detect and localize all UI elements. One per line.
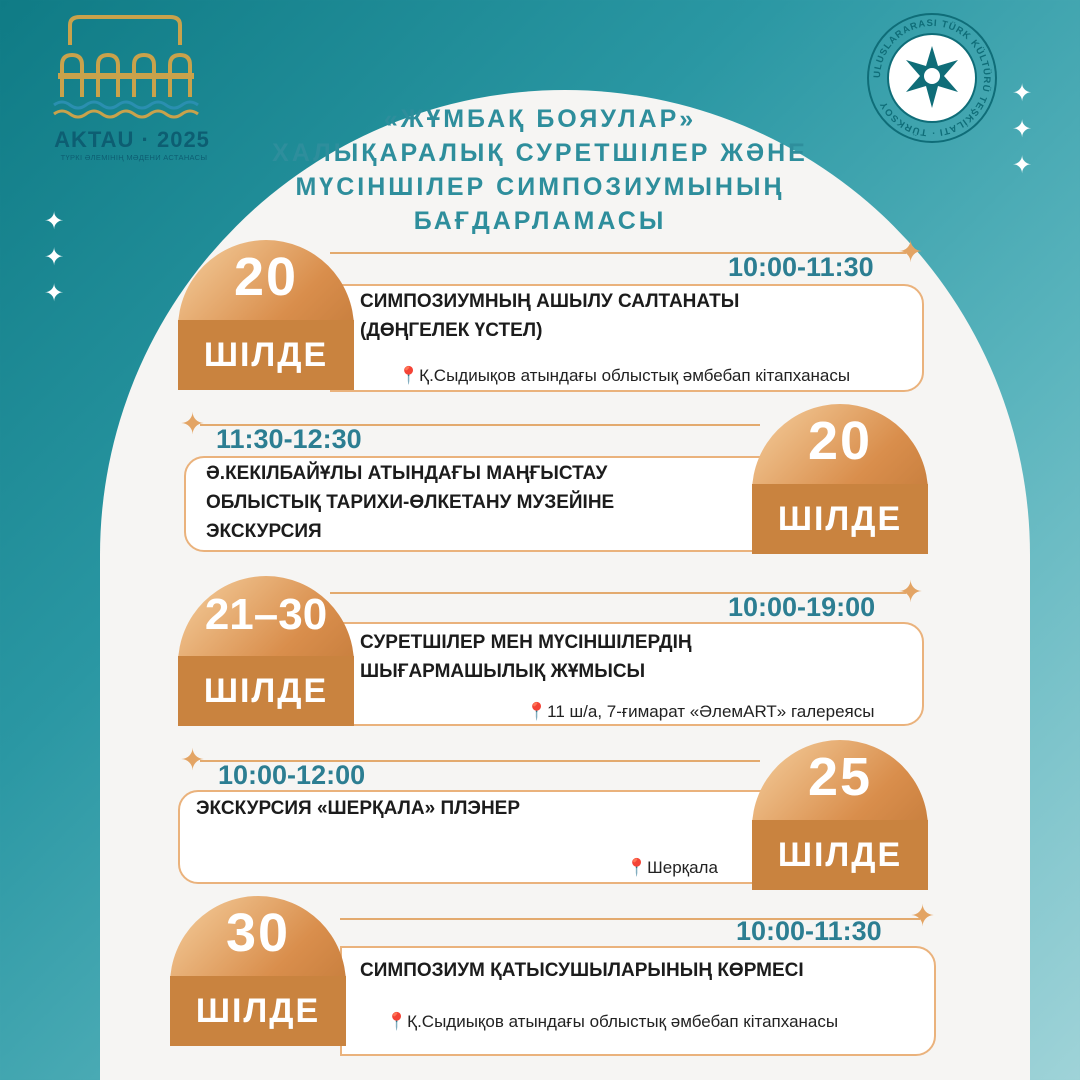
date-badge: [178, 240, 354, 390]
event-month: ШІЛДЕ: [178, 656, 354, 726]
title-line-4: БАҒДАРЛАМАСЫ: [413, 207, 667, 235]
event-day: 30: [225, 903, 291, 963]
title-line-2: ХАЛЫҚАРАЛЫҚ СУРЕТШІЛЕР ЖӘНЕ: [272, 139, 808, 167]
event-title-line: СУРЕТШІЛЕР МЕН МҮСІНШІЛЕРДІҢ: [360, 632, 692, 653]
event-title-line: ШЫҒАРМАШЫЛЫҚ ЖҰМЫСЫ: [360, 661, 646, 682]
seal-text: ULUSLARARASI TÜRK KÜLTÜRÜ TEŞKİLATI · TÜRKSOY: [871, 17, 993, 139]
title-line-1: «ЖҰМБАҚ БОЯУЛАР»: [383, 105, 697, 133]
event-venue: [386, 1012, 838, 1032]
event-time: 10:00-11:30: [736, 916, 882, 946]
event-title-line: СИМПОЗИУМ ҚАТЫСУШЫЛАРЫНЫҢ КӨРМЕСІ: [360, 960, 804, 981]
event-time: 11:30-12:30: [216, 424, 362, 454]
event-venue: [526, 702, 874, 722]
venue-text: Қ.Сыдиықов атындағы облыстық әмбебап кітапханасы: [407, 1012, 839, 1031]
event-title-line: (ДӨҢГЕЛЕК ҮСТЕЛ): [360, 320, 543, 341]
event-title-line: Ә.КЕКІЛБАЙҰЛЫ АТЫНДАҒЫ МАҢҒЫСТАУ: [206, 463, 608, 484]
date-badge: [752, 404, 928, 554]
star-icon: ✦: [898, 576, 924, 609]
date-badge: [170, 896, 346, 1046]
event-title-line: ЭКСКУРСИЯ: [206, 521, 322, 542]
sparkle-icon: ✦: [1012, 152, 1033, 179]
event-time: 10:00-19:00: [728, 592, 876, 622]
event-title-line: ЭКСКУРСИЯ «ШЕРҚАЛА» ПЛЭНЕР: [196, 798, 521, 819]
star-icon: ✦: [910, 900, 936, 933]
sparkle-icon: ✦: [1012, 80, 1033, 107]
sparkle-icon: ✦: [1012, 116, 1033, 143]
event-title: [206, 459, 614, 546]
star-icon: ✦: [180, 744, 206, 777]
event-title: [360, 287, 739, 345]
venue-text: Шерқала: [647, 858, 718, 877]
event-day: 20: [233, 247, 299, 307]
event-time: 10:00-12:00: [218, 760, 366, 790]
event-title: [196, 794, 520, 823]
event-day: 20: [807, 411, 873, 471]
venue-text: Қ.Сыдиықов атындағы облыстық әмбебап кітапханасы: [419, 366, 851, 385]
star-icon: ✦: [180, 408, 206, 441]
sparkle-icon: ✦: [44, 244, 65, 271]
location-pin-icon: 📍: [386, 1012, 408, 1031]
sparkle-icon: ✦: [44, 208, 65, 235]
program-title: [180, 102, 900, 238]
event-time: 10:00-11:30: [728, 252, 874, 282]
date-badge: [752, 740, 928, 890]
event-title: [360, 956, 804, 985]
event-venue: [626, 858, 718, 878]
location-pin-icon: 📍: [626, 858, 648, 877]
location-pin-icon: 📍: [398, 366, 420, 385]
location-pin-icon: 📍: [526, 702, 548, 721]
sparkle-icon: ✦: [44, 280, 65, 307]
venue-text: 11 ш/а, 7-ғимарат «ӘлемART» галереясы: [547, 702, 875, 721]
logo-name: AKTAU · 2025: [54, 127, 210, 152]
event-title-line: ОБЛЫСТЫҚ ТАРИХИ-ӨЛКЕТАНУ МУЗЕЙІНЕ: [206, 492, 615, 513]
logo-subtitle: ТҮРКІ ӘЛЕМІНІҢ МӘДЕНИ АСТАНАСЫ: [60, 153, 208, 162]
event-day: 25: [807, 747, 873, 807]
date-badge: [178, 576, 354, 726]
event-month: ШІЛДЕ: [170, 976, 346, 1046]
event-month: ШІЛДЕ: [752, 484, 928, 554]
star-icon: ✦: [898, 236, 924, 269]
event-title-line: СИМПОЗИУМНЫҢ АШЫЛУ САЛТАНАТЫ: [360, 291, 740, 312]
event-title: [360, 628, 692, 686]
event-month: ШІЛДЕ: [178, 320, 354, 390]
title-line-3: МҮСІНШІЛЕР СИМПОЗИУМЫНЫҢ: [295, 173, 785, 201]
event-day: 21–30: [204, 590, 328, 639]
event-month: ШІЛДЕ: [752, 820, 928, 890]
event-venue: [398, 366, 850, 386]
